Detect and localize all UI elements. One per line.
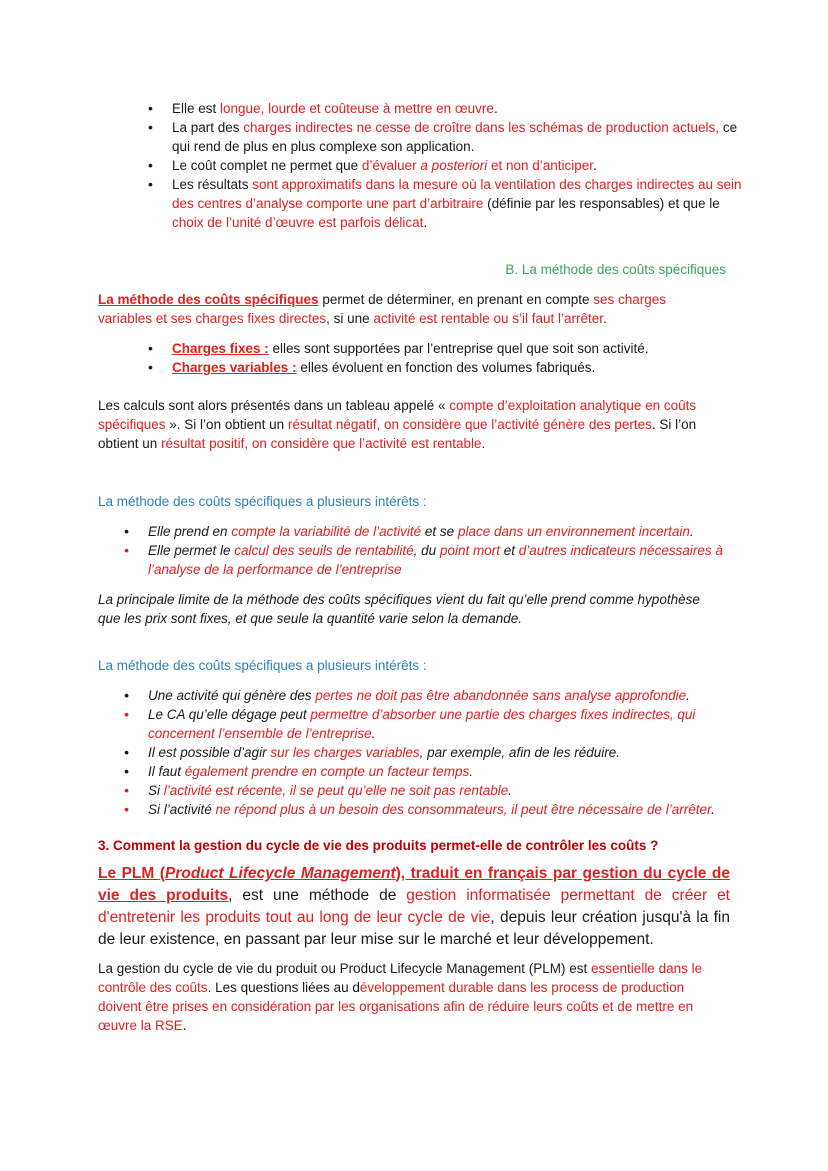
list-item: • Charges variables : elles évoluent en fonction des volumes fabriqués. <box>172 358 732 377</box>
bullet-list-interets-1 <box>148 522 738 579</box>
list-item: • Une activité qui génère des pertes ne doit pas être abandonnée sans analyse approfondie. <box>148 686 728 705</box>
bullet-list-interets-2 <box>148 686 728 819</box>
paragraph-definition: La méthode des coûts spécifiques permet de déterminer, en prenant en compte ses charges variables et ses charges fixes directes, si une activité est rentable ou s’il faut l’arrêter. <box>98 292 667 326</box>
list-item: • Elle permet le calcul des seuils de rentabilité, du point mort et d’autres indicateurs nécessaires à l’analyse de la performance de l’entreprise <box>148 541 738 579</box>
section-heading-b: B. La méthode des coûts spécifiques <box>505 262 726 277</box>
paragraph-plm: Le PLM (Product Lifecycle Management), traduit en français par gestion du cycle de vie des produits, est une méthode de gestion informatisée permettant de créer et d'entretenir les produits tout au long de leur cycle de vie, depuis leur création jusqu'à la fin de leur existence, en passant par leur mise sur le marché et leur développement. <box>98 865 730 948</box>
list-item: • Si l’activité ne répond plus à un besoin des consommateurs, il peut être nécessaire de l’arrêter. <box>148 800 728 819</box>
paragraph-gestion-cycle: La gestion du cycle de vie du produit ou Product Lifecycle Management (PLM) est essentielle dans le contrôle des coûts. Les questions liées au développement durable dans les process de production doivent être prises en considération par les organisations afin de réduire leurs coûts et de mettre en œuvre la RSE. <box>98 961 703 1033</box>
list-item: • Si l’activité est récente, il se peut qu’elle ne soit pas rentable. <box>148 781 728 800</box>
bullet-list-charges <box>172 339 732 377</box>
list-item: • Il est possible d’agir sur les charges variables, par exemple, afin de les réduire. <box>148 743 728 762</box>
list-item: • Elle prend en compte la variabilité de l’activité et se place dans un environnement incertain. <box>148 522 738 541</box>
list-item: • Les résultats sont approximatifs dans la mesure où la ventilation des charges indirectes au sein des centres d’analyse comporte une part d’arbitraire (définie par les responsables) et que le choix de l’unité d’œuvre est parfois délicat. <box>172 175 742 232</box>
list-item: • Charges fixes : elles sont supportées par l’entreprise quel que soit son activité. <box>172 339 732 358</box>
heading-interets-2: La méthode des coûts spécifiques a plusieurs intérêts : <box>98 658 427 673</box>
list-item: • Il faut également prendre en compte un facteur temps. <box>148 762 728 781</box>
paragraph-limite: La principale limite de la méthode des coûts spécifiques vient du fait qu’elle prend comme hypothèse que les prix sont fixes, et que seule la quantité varie selon la demande. <box>98 592 700 626</box>
question-heading-3: 3. Comment la gestion du cycle de vie des produits permet-elle de contrôler les coûts ? <box>98 838 659 853</box>
list-item: • Le coût complet ne permet que d’évaluer a posteriori et non d’anticiper. <box>172 156 742 175</box>
list-item: • Le CA qu’elle dégage peut permettre d’absorber une partie des charges fixes indirectes, qui concernent l’ensemble de l’entreprise. <box>148 705 728 743</box>
heading-interets-1: La méthode des coûts spécifiques a plusieurs intérêts : <box>98 494 427 509</box>
list-item: • Elle est longue, lourde et coûteuse à mettre en œuvre. <box>172 99 742 118</box>
bullet-list-cout-complet-limits <box>172 99 742 232</box>
paragraph-compte-exploitation: Les calculs sont alors présentés dans un tableau appelé « compte d’exploitation analytique en coûts spécifiques ». Si l’on obtient un résultat négatif, on considère que l’activité génère des pertes. Si l’on obtient un résultat positif, on considère que l’activité est rentable. <box>98 398 697 451</box>
list-item: • La part des charges indirectes ne cesse de croître dans les schémas de production actuels, ce qui rend de plus en plus complexe son application. <box>172 118 742 156</box>
